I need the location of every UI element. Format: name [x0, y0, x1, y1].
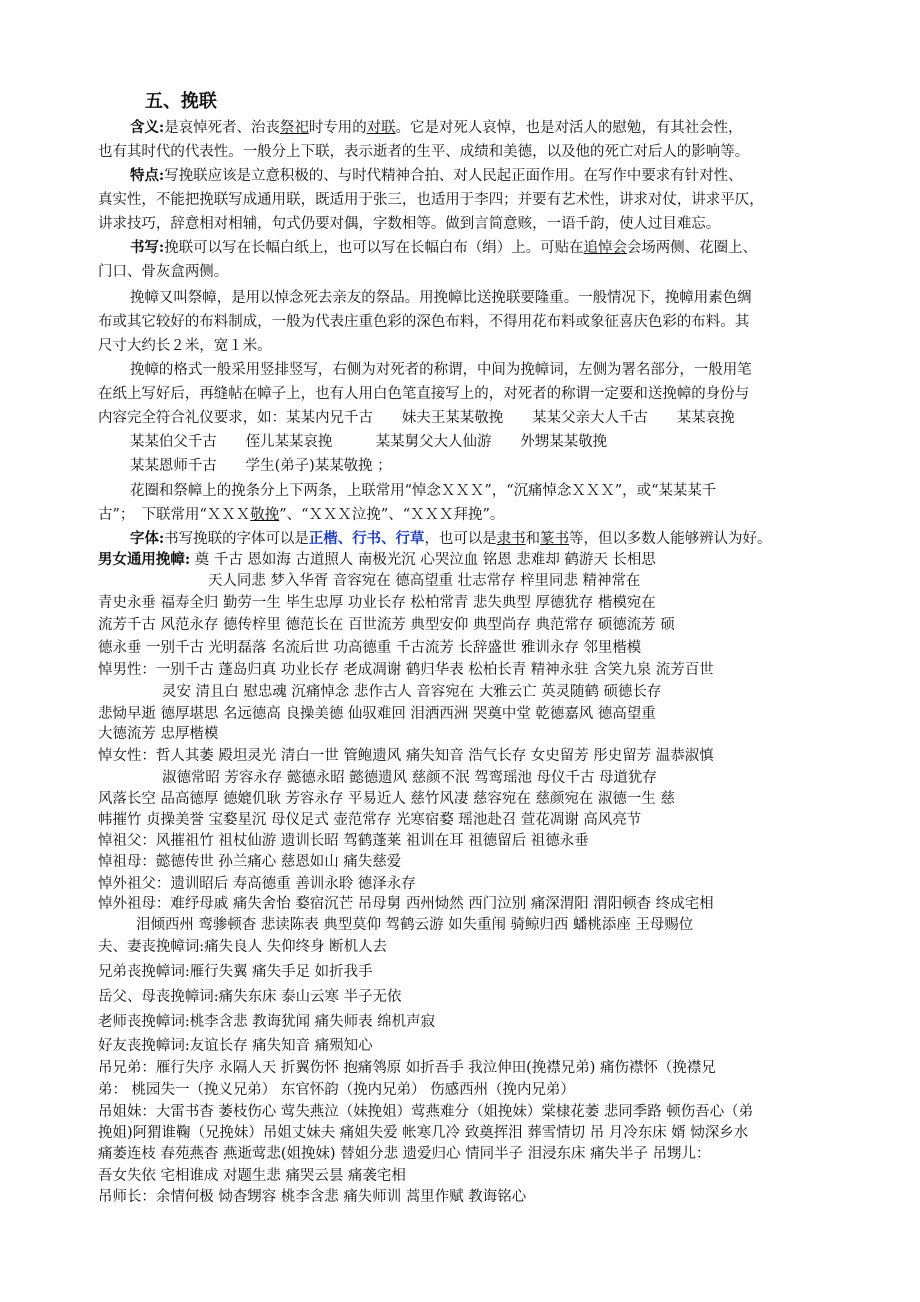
text-run: 时专用的 [308, 120, 367, 136]
text-run: ，也可以是 [424, 531, 497, 547]
text-run: 和 [525, 531, 541, 547]
format-paragraph-line: 挽幛的格式一般采用竖排竖写，右侧为对死者的称谓，中间为挽幛词，左侧为署名部分，一般用笔 [130, 362, 752, 378]
list-line: 吊姐妹：大雷书杳 萎枝伤心 莺失燕泣（妹挽姐）莺燕难分（姐挽妹）棠棣花萎 悲同季路 顿伤吾心（弟 [98, 1104, 754, 1120]
section-heading: 五、挽联 [145, 91, 217, 112]
list-line: 泪倾西州 鸾骖顿杳 悲读陈表 典型莫仰 驾鹤云游 如失重闱 骑鲸归西 蟠桃添座 王母赐位 [136, 917, 694, 933]
banner-paragraph-line: 挽幛又叫祭幛，是用以悼念死去亲友的祭品。用挽幛比送挽联要隆重。一般情况下，挽幛用素色绸 [130, 290, 752, 306]
format-paragraph-line: 某某伯父千古 侄儿某某哀挽 某某舅父大人仙游 外甥某某敬挽 [130, 434, 608, 450]
text-run: 写挽联应该是立意积极的、与时代精神合拍、对人民起正面作用。在写作中要求有针对性、 [164, 168, 743, 184]
list-label: 男女通用挽幛: [98, 551, 191, 568]
list-line: 悼男性：一别千古 蓬岛归真 功业长存 老成凋谢 鹤归华表 松柏长青 精神永驻 含笑九泉 流芳百世 [98, 662, 714, 678]
list-line: 悲恸早逝 德厚堪思 名远德高 良操美德 仙驭难回 泪洒西洲 哭奠中堂 乾德嘉风 德高望重 [98, 706, 656, 722]
text-run: ”、“ＸＸＸ泣挽”、“ＸＸＸ拜挽”。 [279, 507, 505, 523]
list-line: 悼外祖父：遗训昭后 寿高德重 善训永聆 德泽永存 [98, 876, 416, 892]
list-line: 淑德常昭 芳容永存 懿德永昭 懿德遗风 慈颜不泯 驾鸾瑶池 母仪千古 母道犹存 [162, 770, 657, 786]
list-line: 风落长空 品高德厚 德媲仉耿 芳容永存 平易近人 慈竹风凄 慈容宛在 慈颜宛在 淑德一生 慈 [98, 791, 675, 807]
features-paragraph-line: 真实性，不能把挽联写成通用联，既适用于张三，也适用于李四；并要有艺术性，讲求对仗，讲求平仄， [98, 192, 764, 208]
format-paragraph-line: 在纸上写好后，再缝帖在幛子上，也有人用白色笔直接写上的，对死者的称谓一定要和送挽幛的身份与 [98, 386, 750, 402]
definition-paragraph-line [130, 118, 918, 138]
features-label: 特点: [130, 167, 165, 184]
list-line: 兄弟丧挽幛词:雁行失翼 痛失手足 如折我手 [98, 964, 373, 980]
list-line: 好友丧挽幛词:友谊长存 痛失知音 痛殒知心 [98, 1038, 373, 1054]
features-paragraph-line [130, 166, 918, 186]
list-line: 天人同悲 梦入华胥 音容宛在 德高望重 壮志常存 梓里同悲 精神常在 [208, 573, 641, 589]
wreath-paragraph-line [98, 505, 918, 525]
definition-label: 含义: [130, 119, 165, 136]
font-label: 字体: [130, 530, 165, 547]
definition-paragraph-line: 也有其时代的代表性。一般分上下联，表示逝者的生平、成绩和美德，以及他的死亡对后人的影响等。 [98, 144, 750, 160]
banner-paragraph-line: 布或其它较好的布料制成，一般为代表庄重色彩的深色布料，不得用花布料或象征喜庆色彩的布料。其 [98, 314, 750, 330]
list-line: 夫、妻丧挽幛词:痛失良人 失仰终身 断机人去 [98, 939, 388, 955]
link-duilian: 对联 [366, 120, 396, 136]
writing-label: 书写: [130, 239, 165, 256]
link-jisi: 祭祀 [279, 120, 309, 136]
list-line: 吾女失依 宅相谁成 对题生悲 痛哭云昙 痛袭宅相 [98, 1168, 406, 1184]
link-jingwan: 敬挽 [250, 507, 280, 523]
list-line: 大德流芳 忠厚楷模 [98, 726, 219, 742]
features-paragraph-line: 讲求技巧，辞意相对相辅，句式仍要对偶，字数相等。做到言简意赅，一语千韵，使人过目难忘。 [98, 216, 721, 232]
link-zhuanshu: 篆书 [540, 531, 570, 547]
writing-paragraph-line [130, 238, 918, 258]
text-run: 。它是对死人哀悼，也是对活人的慰勉，有其社会性， [395, 120, 743, 136]
link-lishu: 隶书 [496, 531, 526, 547]
writing-paragraph-line: 门口、骨灰盒两侧。 [98, 264, 229, 280]
format-paragraph-line: 内容完全符合礼仪要求，如：某某内兄千古 妹夫王某某敬挽 某某父亲大人千古 某某哀挽 [98, 410, 735, 426]
link-memorial: 追悼会 [583, 240, 627, 256]
banner-paragraph-line: 尺寸大约长２米，宽１米。 [98, 338, 272, 354]
list-line: 吊兄弟：雁行失序 永隔人天 折翼伤怀 抱痛鸰原 如折吾手 我泣伸田(挽襟兄弟) 痛伤襟怀（挽襟兄 [98, 1060, 716, 1076]
text-run: 书写挽联的字体可以是 [164, 531, 309, 547]
text-run: 等，但以多数人能够辨认为好。 [569, 531, 772, 547]
list-line: 悼女性：哲人其萎 殿坦灵光 清白一世 管鲍遗风 痛失知音 浩气长存 女史留芳 彤史留芳 温恭淑慎 [98, 748, 714, 764]
list-line: 青史永垂 福寿全归 勤劳一生 毕生忠厚 功业长存 松柏常青 悲失典型 厚德犹存 楷模宛在 [98, 595, 656, 611]
list-line: 帏摧竹 贞操美誉 宝婺星沉 母仪足式 壶范常存 光寒宿婺 瑶池赴召 萱花凋谢 高风亮节 [98, 812, 642, 828]
highlight-scripts: 正楷、行书、行草 [308, 530, 425, 547]
text-run: 挽联可以写在长幅白纸上，也可以写在长幅白布（绢）上。可贴在 [164, 240, 584, 256]
list-line: 灵安 清且白 慰忠魂 沉痛悼念 悲作古人 音容宛在 大雅云亡 英灵随鹤 硕德长存 [162, 684, 662, 700]
format-paragraph-line: 某某恩师千古 学生(弟子)某某敬挽 ； [130, 458, 392, 474]
list-line [98, 550, 918, 570]
list-line: 悼外祖母：难纾母戚 痛失舍怡 婺宿沉芒 吊母舅 西州恸然 西门泣别 痛深渭阳 渭阳顿杳 终成宅相 [98, 896, 714, 912]
list-line: 吊师长：余情何极 恸杳甥容 桃李含悲 痛失师训 蒿里作赋 教诲铭心 [98, 1189, 527, 1205]
list-line: 悼祖母：懿德传世 孙兰痛心 慈恩如山 痛失慈爱 [98, 854, 402, 870]
list-line: 德永垂 一别千古 光明磊落 名流后世 功高德重 千古流芳 长辞盛世 雅训永存 邻里楷模 [98, 640, 642, 656]
text-run: 是哀悼死者、治丧 [164, 120, 280, 136]
list-line: 痛萎连枝 春苑燕杳 燕逝莺悲(姐挽妹) 替姐分悲 遗爱归心 情同半子 泪浸东床 痛失半子 吊甥儿： [98, 1146, 711, 1162]
list-line: 悼祖父：风摧祖竹 祖杖仙游 遗训长昭 驾鹤蓬莱 祖训在耳 祖德留后 祖德永垂 [98, 833, 589, 849]
wreath-paragraph-line: 花圈和祭幛上的挽条分上下两条，上联常用“悼念ＸＸＸ”，“沉痛悼念ＸＸＸ”，或“某某某千 [130, 483, 717, 499]
text-run: 古”； 下联常用“ＸＸＸ [98, 507, 251, 523]
list-line: 挽姐)阿猬谁鞠（兄挽妹）吊姐丈妹夫 痛姐失爱 帐寒几冷 致奠挥泪 葬雪情切 吊 月冷东床 婿 恸深乡水 [98, 1125, 749, 1141]
list-line: 弟： 桃园失一（挽义兄弟） 东官怀韵（挽内兄弟） 伤感西州（挽内兄弟） [98, 1082, 575, 1098]
text-run: 会场两侧、花圈上、 [626, 240, 757, 256]
font-paragraph-line [130, 529, 918, 549]
list-line: 岳父、母丧挽幛词:痛失东床 泰山云寒 半子无依 [98, 989, 402, 1005]
list-line: 流芳千古 风范永存 德传梓里 德范长在 百世流芳 典型安仰 典型尚存 典范常存 硕德流芳 硕 [98, 617, 675, 633]
list-line: 老师丧挽幛词:桃李含悲 教诲犹闻 痛失师表 绵机声寂 [98, 1014, 436, 1030]
text-run: 奠 千古 恩如海 古道照人 南极光沉 心哭泣血 铭恩 悲难却 鹤游天 长相思 [190, 552, 656, 568]
